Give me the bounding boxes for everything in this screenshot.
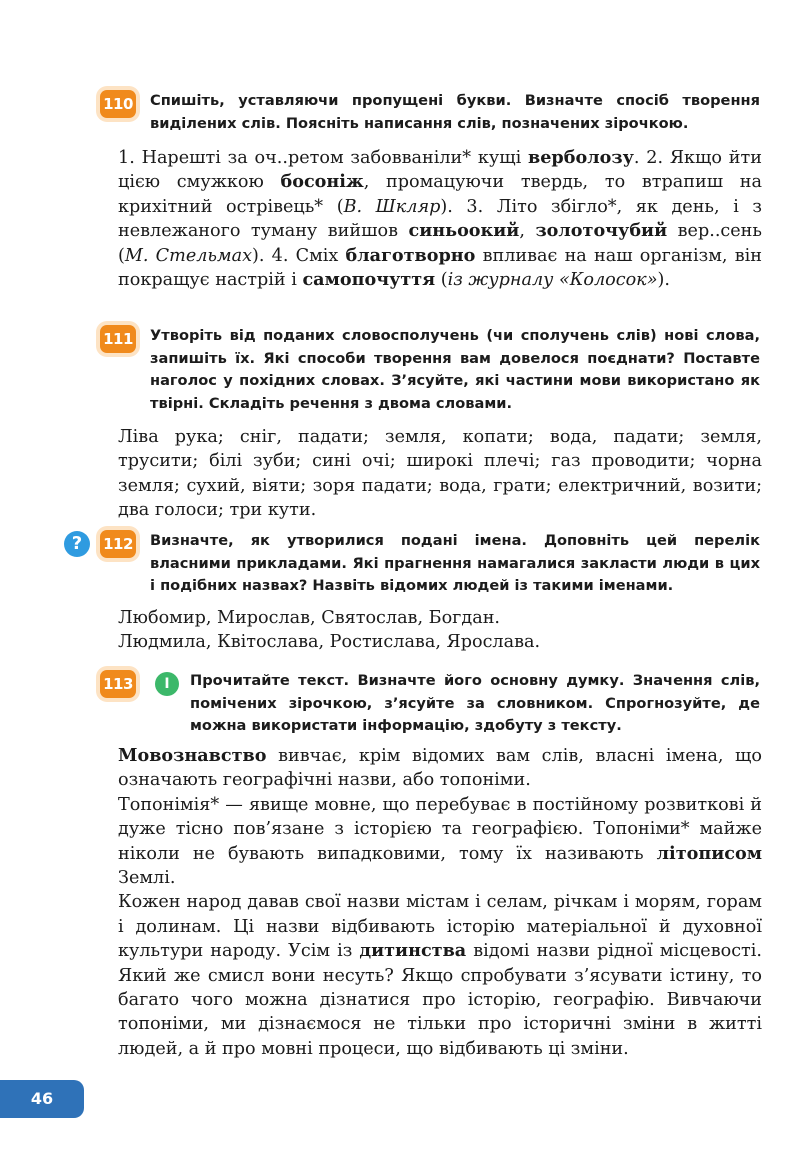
text-span: вер..сень ( (118, 221, 762, 266)
task-instruction: Утворіть від поданих словосполучень (чи сполучень слів) нові слова, запишіть їх. Які способи творення вам довелося поєднати? Поставте наголос у похідних словах. З’ясуйте, які частини мови використано як твірні. Складіть речення з двома словами. (150, 327, 760, 412)
highlighted-word: благотворно (345, 244, 476, 266)
task-instruction: Визначте, як утворилися подані імена. Доповніть цей перелік власними прикладами. Які прагнення намагалися закласти люди в цих і подібних назвах? Назвіть відомих людей із такими іменами. (150, 532, 760, 594)
word-list: Ліва рука; сніг, падати; земля, копати; вода, падати; земля, трусити; білі зуби; сині очі; широкі плечі; газ проводити; чорна земля; сухий, віяти; зоря падати; вода, грати; електричний, возити; два голоси; три кути. (118, 427, 762, 521)
names-list (118, 606, 762, 655)
task-number-badge: 110 (100, 90, 136, 118)
text-span: ). 3. Літо збігло*, як день, і з невлежаного туману вийшов (118, 196, 762, 242)
text-span: , (519, 221, 536, 242)
question-icon: ? (64, 531, 90, 557)
reading-text (118, 744, 762, 1061)
task-number-badge: 112 (100, 530, 136, 558)
info-icon: I (155, 672, 179, 696)
text-span: Землі. (118, 868, 176, 889)
author-name: В. Шкляр (343, 196, 441, 217)
highlighted-word: Мовознавство (118, 745, 267, 766)
task-instruction: Спишіть, уставляючи пропущені букви. Визначте спосіб творення виділених слів. Поясніть написання слів, позначених зірочкою. (150, 92, 760, 132)
text-span: відомі назви рідної місцевості. Який же смисл вони несуть? Якщо спробувати з’ясувати істину, то багато чого можна дізнатися про історію, географію. Вивчаючи топоніми, ми дізнаємося не тільки про історичні зміни в житті людей, а й про мовні процеси, що відбивають ці зміни. (118, 941, 762, 1059)
author-name: М. Стельмах (124, 245, 253, 266)
highlighted-word: дитинства (359, 940, 467, 962)
text-span: Кожен народ давав свої назви містам і селам, річкам і морям, горам і долинам. Ці назви відбивають історію матеріальної й духовної культури народу. Усім із (118, 892, 762, 962)
page-number: 46 (0, 1080, 84, 1118)
source-name: із журналу «Колосок» (447, 270, 658, 291)
names-line: Любомир, Мирослав, Святослав, Богдан. (118, 608, 501, 628)
highlighted-word: золоточубий (535, 220, 668, 242)
text-span: ( (435, 270, 448, 291)
exercise-text (118, 146, 762, 292)
text-span: вивчає, крім відомих вам слів, власні імена, що означають географічні назви, або топоніми. (118, 746, 762, 791)
task-number-badge: 113 (100, 670, 136, 698)
text-span: , промацуючи твердь, то втрапиш на крихітний острівець* ( (118, 172, 762, 217)
text-span: ). (657, 270, 670, 291)
text-span: Топонімія* — явище мовне, що перебуває в постійному розвиткові й дуже тісно пов’язане з історією та географією. Топоніми* майже ніколи не бувають випадковими, тому їх називають (118, 794, 762, 864)
text-span: ). 4. Сміх (252, 245, 346, 266)
highlighted-word: верболозу (528, 147, 634, 168)
highlighted-word: босоніж (280, 171, 364, 193)
text-span: впливає на наш організм, він покращує настрій і (118, 245, 762, 291)
highlighted-word: літописом (656, 842, 762, 864)
exercise-text (118, 425, 762, 523)
names-line: Людмила, Квітослава, Ростислава, Ярослава. (118, 632, 541, 653)
highlighted-word: синьоокий (408, 220, 520, 242)
task-number-badge: 111 (100, 325, 136, 353)
highlighted-word: самопочуття (302, 269, 436, 291)
text-span: 1. Нарешті за оч..ретом забовваніли* кущі (118, 148, 529, 168)
task-instruction: Прочитайте текст. Визначте його основну думку. Значення слів, помічених зірочкою, з’ясуйте за словником. Спрогнозуйте, де можна використати інформацію, здобуту з тексту. (190, 672, 760, 734)
text-span: . 2. Якщо йти цією смужкою (118, 148, 762, 193)
